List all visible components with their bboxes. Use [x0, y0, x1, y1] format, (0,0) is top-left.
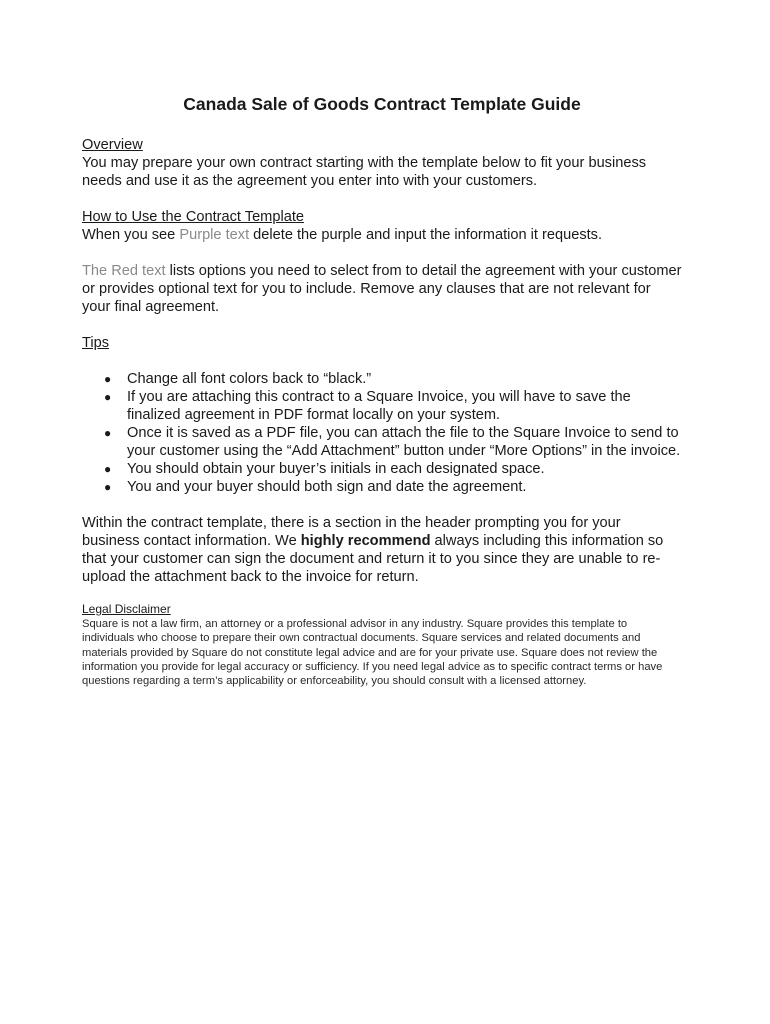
purple-text-instruction: [82, 226, 682, 244]
tip-text: Once it is saved as a PDF file, you can attach the file to the Square Invoice to send to your customer using the “Add Attachment” button under “More Options” in the invoice.: [127, 425, 681, 459]
spacer: [82, 496, 682, 514]
header-note-suffix: always including this information so that your customer can sign the document and return it to you since they are unable to re-upload the attachment back to the invoice for return.: [82, 533, 664, 585]
spacer: [82, 244, 682, 262]
red-text-label: The Red text: [82, 263, 166, 279]
overview-text: You may prepare your own contract starting with the template below to fit your business needs and use it as the agreement you enter into with your customers.: [82, 155, 647, 189]
red-text-instruction: [82, 262, 682, 316]
page-title: Canada Sale of Goods Contract Template Guide: [183, 94, 581, 114]
legal-disclaimer-text: Square is not a law firm, an attorney or a professional advisor in any industry. Square provides this template to individuals who choose to prepare their own contractual documents. Square services and related documents and materials provided by Square do not constitute legal advice and are for your private use. Square does not review the information you provide for legal accuracy or sufficiency. If you need legal advice as to specific contract terms or have questions regarding a term’s applicability or enforceability, you should consult with a licensed attorney.: [82, 618, 663, 688]
document-page: [82, 92, 682, 688]
red-suffix: lists options you need to select from to detail the agreement with your customer or provides optional text for you to include. Remove any clauses that are not relevant for your final agreement.: [82, 263, 682, 315]
highly-recommend-emphasis: highly recommend: [300, 533, 431, 549]
how-to-use-heading: How to Use the Contract Template: [82, 209, 304, 225]
tip-text: If you are attaching this contract to a Square Invoice, you will have to save the finalized agreement in PDF format locally on your system.: [127, 389, 631, 423]
overview-heading: Overview: [82, 137, 143, 153]
tips-list: [82, 370, 682, 496]
purple-text-label: Purple text: [179, 227, 250, 243]
list-item: [104, 424, 682, 460]
tip-text: Change all font colors back to “black.”: [127, 371, 372, 387]
list-item: [104, 388, 682, 424]
bullet-icon: ●: [104, 462, 112, 476]
purple-prefix: When you see: [82, 227, 180, 243]
tip-text: You and your buyer should both sign and date the agreement.: [127, 479, 527, 495]
list-item: [104, 478, 682, 496]
bullet-icon: ●: [104, 426, 112, 440]
list-item: [104, 460, 682, 478]
spacer: [82, 586, 682, 602]
legal-disclaimer-heading: Legal Disclaimer: [82, 602, 171, 616]
purple-suffix: delete the purple and input the information it requests.: [249, 227, 603, 243]
bullet-icon: ●: [104, 372, 112, 386]
tips-heading: Tips: [82, 335, 110, 351]
bullet-icon: ●: [104, 390, 112, 404]
header-note-prefix: Within the contract template, there is a section in the header prompting you for your business contact information. We: [82, 515, 621, 549]
tip-text: You should obtain your buyer’s initials in each designated space.: [127, 461, 545, 477]
bullet-icon: ●: [104, 480, 112, 494]
spacer: [82, 316, 682, 334]
spacer: [82, 190, 682, 208]
spacer: [82, 352, 682, 370]
list-item: [104, 370, 682, 388]
header-note-paragraph: [82, 514, 682, 586]
